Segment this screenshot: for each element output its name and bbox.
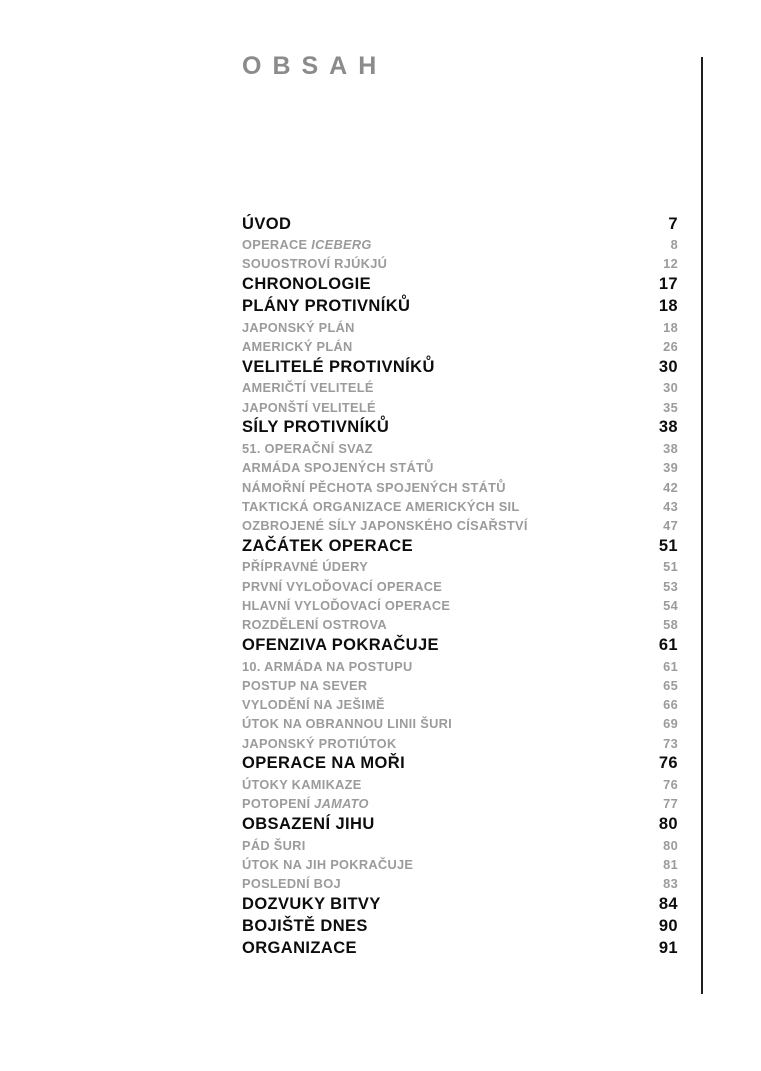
toc-entry-page: 42: [663, 479, 678, 495]
toc-row: [242, 235, 678, 254]
toc-entry-label: ROZDĚLENÍ OSTROVA: [242, 617, 387, 633]
toc-row: [242, 477, 678, 496]
toc-row: [242, 915, 678, 937]
toc-entry-label: OBSAZENÍ JIHU: [242, 815, 375, 834]
toc-row: [242, 535, 678, 557]
toc-entry-page: 51: [658, 536, 678, 555]
toc-row: [242, 656, 678, 675]
toc-entry-page: 35: [663, 399, 678, 415]
toc-entry-label: JAPONŠTÍ VELITELÉ: [242, 399, 376, 415]
toc-entry-label: ARMÁDA SPOJENÝCH STÁTŮ: [242, 460, 434, 476]
toc-row: [242, 734, 678, 753]
toc-entry-label: PŘÍPRAVNÉ ÚDERY: [242, 559, 369, 575]
toc-row: [242, 855, 678, 874]
toc-entry-label: POSTUP NA SEVER: [242, 677, 368, 693]
toc-entry-page: 76: [663, 777, 678, 793]
toc-entry-label: BOJIŠTĚ DNES: [242, 916, 368, 935]
toc-entry-label: ZAČÁTEK OPERACE: [242, 536, 414, 555]
toc-entry-label: PRVNÍ VYLOĎOVACÍ OPERACE: [242, 578, 443, 594]
toc-row: [242, 213, 678, 235]
toc-entry-page: 38: [663, 440, 678, 456]
toc-entry-page: 8: [670, 237, 678, 253]
toc-entry-label: POTOPENÍ JAMATO: [242, 796, 369, 812]
toc-row: [242, 814, 678, 836]
toc-entry-label: OPERACE NA MOŘI: [242, 754, 406, 773]
toc-entry-page: 7: [668, 214, 678, 233]
toc-entry-page: 30: [658, 357, 678, 376]
toc-entry-page: 26: [663, 339, 678, 355]
toc-row: [242, 337, 678, 356]
toc-entry-label: PÁD ŠURI: [242, 837, 306, 853]
toc-entry-page: 69: [663, 716, 678, 732]
toc-entry-page: 54: [663, 598, 678, 613]
toc-entry-label: VYLODĚNÍ NA JEŠIMĚ: [242, 697, 385, 713]
toc-row: [242, 577, 678, 596]
toc-row: [242, 775, 678, 794]
toc-entry-page: 91: [658, 938, 678, 957]
toc-entry-label: DOZVUKY BITVY: [242, 894, 381, 913]
toc-entry-label: PLÁNY PROTIVNÍKŮ: [242, 297, 411, 316]
toc-entry-label: OFENZIVA POKRAČUJE: [242, 635, 439, 654]
toc-entry-label: ÚTOKY KAMIKAZE: [242, 777, 362, 793]
toc-entry-page: 90: [658, 916, 678, 935]
toc-row: [242, 714, 678, 733]
toc-entry-page: 80: [658, 815, 678, 834]
toc-row: [242, 937, 678, 959]
toc-row: [242, 615, 678, 634]
toc-entry-page: 73: [663, 735, 678, 751]
toc-entry-label: ÚTOK NA OBRANNOU LINII ŠURI: [242, 716, 453, 732]
toc-entry-label: SOUOSTROVÍ RJÚKJÚ: [242, 256, 388, 272]
toc-row: [242, 596, 678, 615]
toc-entry-label: OZBROJENÉ SÍLY JAPONSKÉHO CÍSAŘSTVÍ: [242, 518, 528, 534]
toc-row: [242, 318, 678, 337]
toc-row: [242, 634, 678, 656]
toc-row: [242, 274, 678, 296]
toc-entry-page: 17: [658, 275, 678, 294]
toc-entry-label: 10. ARMÁDA NA POSTUPU: [242, 658, 413, 674]
toc-row: [242, 254, 678, 273]
toc-row: [242, 557, 678, 576]
page-title: OBSAH: [242, 52, 388, 80]
toc-row: [242, 296, 678, 318]
toc-row: [242, 676, 678, 695]
toc-entry-page: 61: [663, 658, 678, 674]
toc-entry-page: 39: [663, 460, 678, 476]
toc-entry-label: JAPONSKÝ PROTIÚTOK: [242, 735, 397, 751]
toc-row: [242, 516, 678, 535]
toc-entry-page: 47: [663, 518, 678, 534]
toc-entry-page: 18: [658, 297, 678, 316]
toc-row: [242, 836, 678, 855]
toc-row: [242, 378, 678, 397]
toc-entry-page: 12: [663, 256, 678, 272]
toc-entry-label: CHRONOLOGIE: [242, 275, 372, 294]
toc-entry-label: VELITELÉ PROTIVNÍKŮ: [242, 357, 435, 376]
toc-entry-label: AMERIČTÍ VELITELÉ: [242, 380, 374, 396]
toc-entry-label: ÚVOD: [242, 214, 292, 233]
toc-entry-label: ORGANIZACE: [242, 938, 357, 957]
toc-entry-label: TAKTICKÁ ORGANIZACE AMERICKÝCH SIL: [242, 498, 520, 514]
toc-entry-page: 81: [663, 856, 678, 872]
toc-entry-label: 51. OPERAČNÍ SVAZ: [242, 440, 373, 456]
toc-entry-page: 83: [663, 876, 678, 892]
toc-row: [242, 397, 678, 416]
toc-row: [242, 695, 678, 714]
toc-entry-page: 65: [663, 677, 678, 693]
toc-entry-page: 51: [663, 559, 678, 575]
toc-row: [242, 497, 678, 516]
toc-row: [242, 458, 678, 477]
toc-entry-page: 38: [658, 418, 678, 437]
toc-entry-page: 58: [663, 617, 678, 633]
toc-row: [242, 794, 678, 813]
toc-row: [242, 417, 678, 439]
toc-entry-page: 30: [663, 380, 678, 396]
toc-entry-label: OPERACE ICEBERG: [242, 237, 372, 253]
toc-entry-label: POSLEDNÍ BOJ: [242, 876, 341, 892]
toc-entry-label: ÚTOK NA JIH POKRAČUJE: [242, 856, 414, 872]
toc-entry-label: JAPONSKÝ PLÁN: [242, 319, 355, 335]
toc-entry-page: 61: [658, 635, 678, 654]
toc-entry-page: 66: [663, 697, 678, 713]
toc-entry-label: NÁMOŘNÍ PĚCHOTA SPOJENÝCH STÁTŮ: [242, 479, 506, 495]
table-of-contents: [242, 213, 678, 959]
toc-row: [242, 356, 678, 378]
toc-entry-page: 77: [663, 796, 678, 812]
toc-row: [242, 753, 678, 775]
toc-row: [242, 893, 678, 915]
toc-entry-label: AMERICKÝ PLÁN: [242, 339, 353, 355]
toc-row: [242, 439, 678, 458]
toc-entry-page: 84: [658, 894, 678, 913]
toc-entry-page: 80: [663, 837, 678, 853]
toc-entry-page: 53: [663, 578, 678, 594]
toc-row: [242, 874, 678, 893]
toc-entry-label: SÍLY PROTIVNÍKŮ: [242, 418, 390, 437]
toc-entry-page: 76: [658, 754, 678, 773]
toc-entry-page: 18: [663, 319, 678, 335]
vertical-rule: [701, 57, 703, 994]
toc-entry-page: 43: [663, 498, 678, 514]
toc-entry-label: HLAVNÍ VYLOĎOVACÍ OPERACE: [242, 598, 451, 613]
